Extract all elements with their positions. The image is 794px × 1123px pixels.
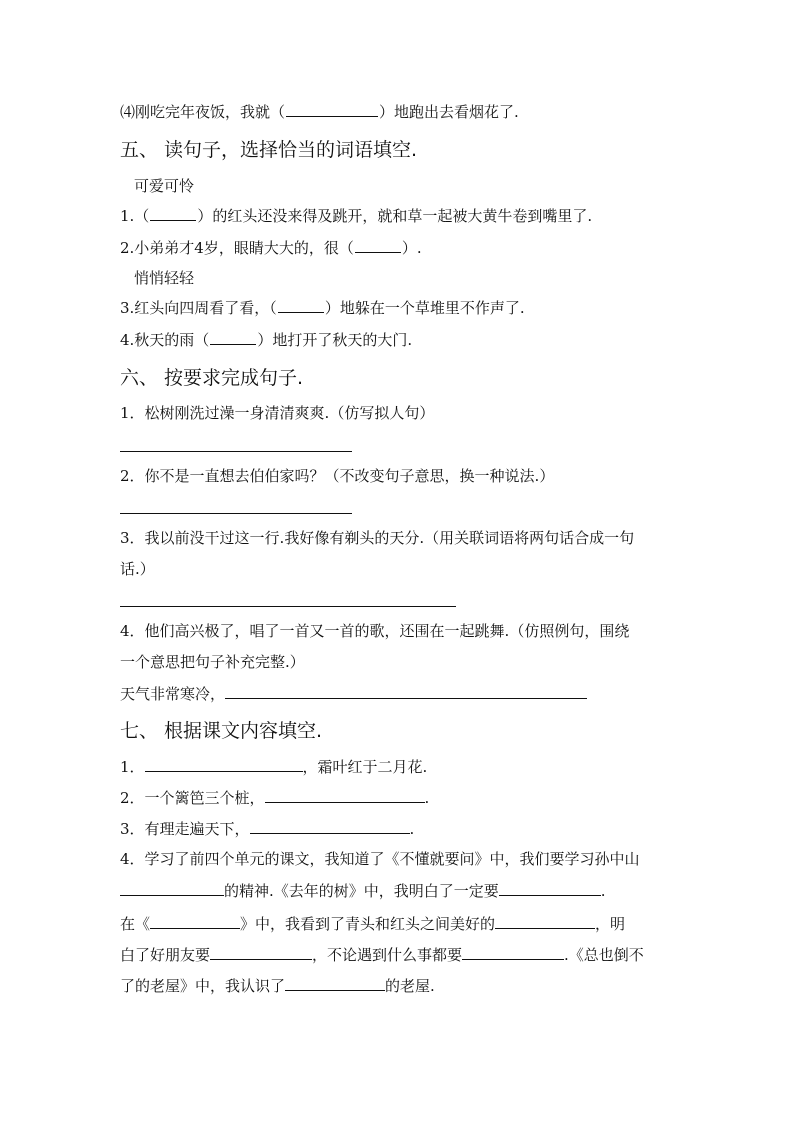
section-7-heading: 七、 根据课文内容填空. <box>120 720 323 742</box>
section-7-item-1: 1． ，霜叶红于二月花. <box>120 758 428 776</box>
section-5-item-2: 2.小弟弟才4岁，眼睛大大的，很（ ）. <box>120 239 422 257</box>
section-5-item-4: 4.秋天的雨（ ）地打开了秋天的大门. <box>120 331 413 349</box>
answer-line[interactable] <box>210 944 312 960</box>
answer-line[interactable] <box>150 913 240 929</box>
section-5-heading: 五、 读句子，选择恰当的词语填空. <box>120 139 418 161</box>
section-5-item-1: 1.（ ）的红头还没来得及跳开，就和草一起被大黄牛卷到嘴里了. <box>120 207 593 225</box>
section-7-item-4-line-1: 4．学习了前四个单元的课文，我知道了《不懂就要问》中，我们要学习孙中山 <box>120 850 640 868</box>
answer-blank[interactable] <box>278 298 324 313</box>
answer-line[interactable] <box>495 913 595 929</box>
section-7-item-4-line-2: 的精神.《去年的树》中，我明白了一定要 . <box>120 880 606 901</box>
section-7-item-4-line-3: 在《 》中，我看到了青头和红头之间美好的 ，明 <box>120 915 626 933</box>
word-group-2: 悄悄轻轻 <box>134 269 195 287</box>
section-6-item-4-prompt: 天气非常寒冷， <box>120 683 587 704</box>
answer-line[interactable] <box>120 880 224 896</box>
section-6-item-4-line-1: 4．他们高兴极了，唱了一首又一首的歌，还围在一起跳舞.（仿照例句，围绕 <box>120 622 630 640</box>
answer-line[interactable] <box>265 787 425 803</box>
question-4-item: ⑷刚吃完年夜饭，我就（ ）地跑出去看烟花了. <box>120 103 519 121</box>
answer-line[interactable] <box>462 944 564 960</box>
section-6-item-3-line-1: 3．我以前没干过这一行.我好像有剃头的天分.（用关联词语将两句话合成一句 <box>120 529 635 547</box>
answer-line[interactable] <box>250 818 410 834</box>
answer-line[interactable] <box>120 606 456 607</box>
answer-line[interactable] <box>120 513 352 514</box>
answer-blank[interactable] <box>150 206 196 221</box>
section-7-item-4-line-5: 了的老屋》中，我认识了 的老屋. <box>120 977 435 995</box>
answer-blank[interactable] <box>210 330 256 345</box>
section-7-item-2: 2．一个篱笆三个桩， . <box>120 789 430 807</box>
section-7-item-4-line-4: 白了好朋友要 ，不论遇到什么事都要 .《总也倒不 <box>120 946 644 964</box>
answer-line[interactable] <box>145 756 303 772</box>
word-group-1: 可爱可怜 <box>134 177 195 195</box>
section-6-item-1: 1．松树刚洗过澡一身清清爽爽.（仿写拟人句） <box>120 404 435 422</box>
section-6-heading: 六、 按要求完成句子. <box>120 367 304 389</box>
answer-line[interactable] <box>225 683 587 699</box>
answer-blank[interactable] <box>286 102 378 117</box>
section-7-item-3: 3．有理走遍天下， . <box>120 820 415 838</box>
section-5-item-3: 3.红头向四周看了看，（ ）地躲在一个草堆里不作声了. <box>120 299 525 317</box>
section-6-item-3-line-2: 话.） <box>120 560 155 578</box>
answer-blank[interactable] <box>355 238 401 253</box>
section-6-item-4-line-2: 一个意思把句子补充完整.） <box>120 653 305 671</box>
answer-line[interactable] <box>499 880 601 896</box>
answer-line[interactable] <box>120 451 352 452</box>
section-6-item-2: 2．你不是一直想去伯伯家吗？（不改变句子意思，换一种说法.） <box>120 467 555 485</box>
answer-line[interactable] <box>285 975 385 991</box>
